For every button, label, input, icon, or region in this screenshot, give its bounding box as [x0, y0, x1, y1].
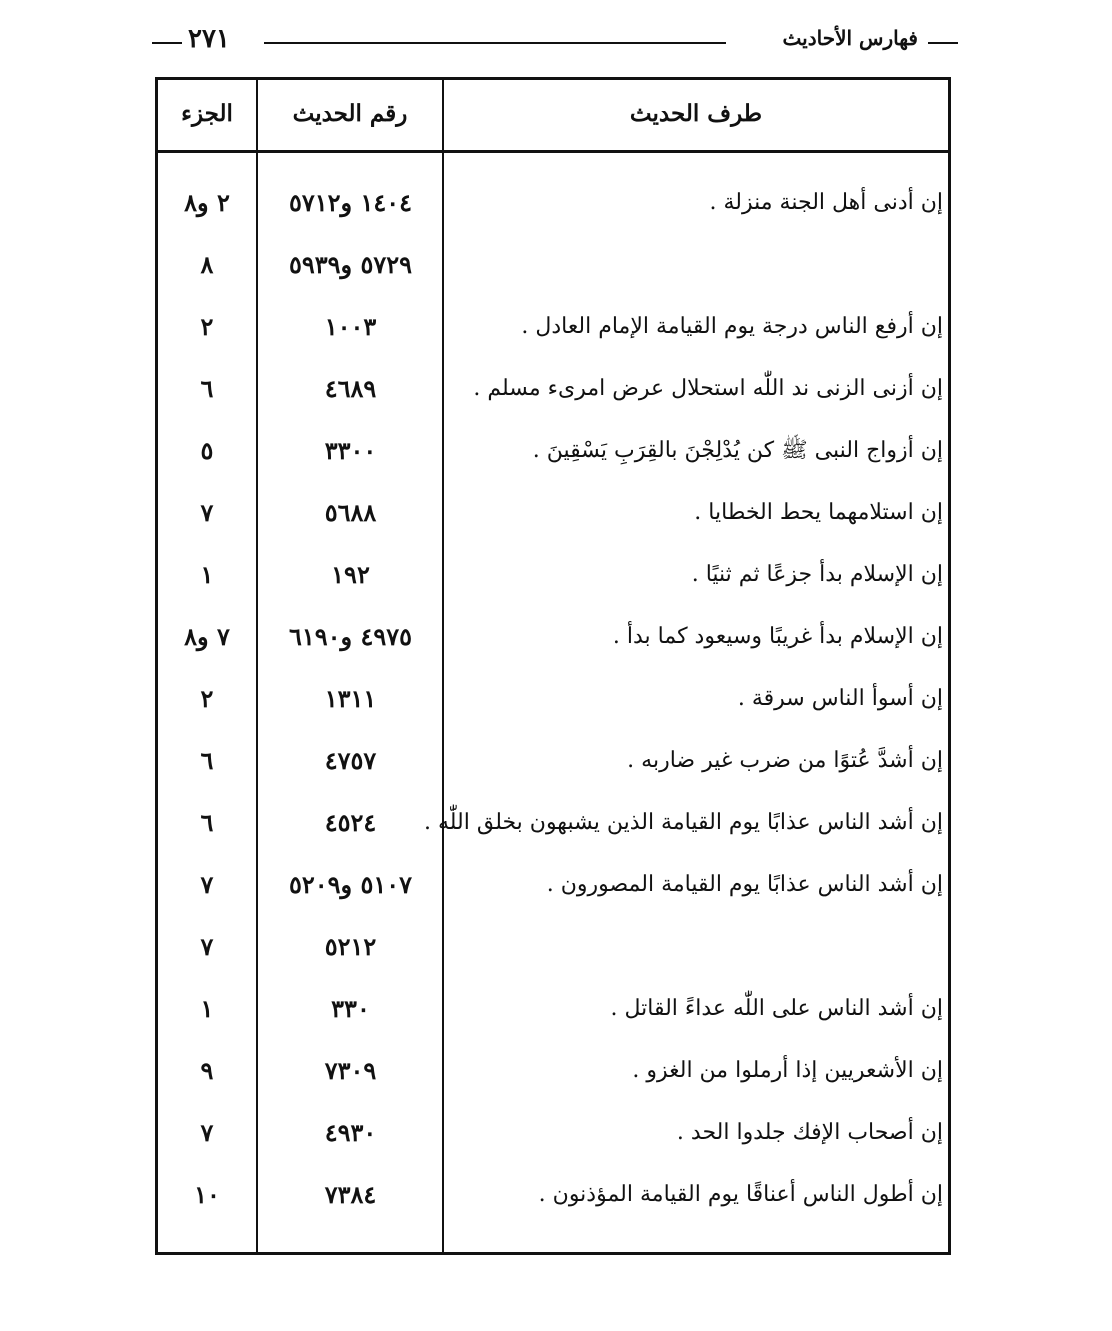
hadith-text: [443, 234, 945, 296]
table-row: [158, 978, 948, 1040]
hadith-text: إن أسوأ الناس سرقة .: [737, 686, 943, 711]
table-row: [158, 668, 948, 730]
hadith-text: إن أشد الناس عذابًا يوم القيامة المصورون .: [546, 872, 943, 897]
hadith-number: ٤٧٥٧: [324, 746, 377, 775]
header-divider: [158, 150, 948, 153]
part-number: ٦: [200, 808, 214, 837]
part-number: ٦: [200, 374, 214, 403]
part-number: ٨: [200, 250, 214, 279]
hadith-number: ٥١٠٧ و٥٢٠٩: [288, 870, 413, 899]
hadith-number: ٥٧٢٩ و٥٩٣٩: [288, 250, 413, 279]
header-rule-left: [152, 42, 182, 44]
hadith-number: ٤٩٧٥ و٦١٩٠: [288, 622, 413, 651]
part-number: ٢: [200, 312, 214, 341]
hadith-text: إن الأشعريين إذا أرملوا من الغزو .: [632, 1058, 943, 1083]
part-number: ١: [200, 994, 214, 1023]
header-rule-right: [928, 42, 958, 44]
hadith-number: ٤٥٢٤: [324, 808, 377, 837]
part-number: ٧ و٨: [184, 622, 230, 651]
hadith-text: إن الإسلام بدأ غريبًا وسيعود كما بدأ .: [612, 624, 943, 649]
hadith-number: ٥٦٨٨: [324, 498, 377, 527]
part-number: ٢ و٨: [184, 188, 230, 217]
hadith-number: ٧٣٠٩: [324, 1056, 377, 1085]
hadith-number: ١٠٠٣: [324, 312, 377, 341]
hadith-number: ٤٦٨٩: [324, 374, 377, 403]
hadith-number: ١٤٠٤ و٥٧١٢: [288, 188, 413, 217]
table-row: [158, 234, 948, 296]
table-row: [158, 1164, 948, 1226]
hadith-text: إن أشدَّ عُتوًا من ضرب غير ضاربه .: [627, 748, 943, 773]
part-number: ٧: [200, 1118, 214, 1147]
table-row: [158, 544, 948, 606]
hadith-text: إن أزنى الزنى ند اللّٰه استحلال عرض امرىء مسلم .: [473, 376, 943, 401]
hadith-text: إن الإسلام بدأ جزعًا ثم ثنيًا .: [691, 562, 943, 587]
part-number: ١٠: [194, 1180, 220, 1209]
part-number: ٦: [200, 746, 214, 775]
hadith-number: ٧٣٨٤: [324, 1180, 377, 1209]
hadith-text: [443, 916, 945, 978]
hadith-text: إن أزواج النبى ﷺ كن يُدْلِجْنَ بالقِرَبِ يَسْقِينَ .: [532, 438, 943, 463]
hadith-index-table: [155, 77, 951, 1255]
page-number: ٢٧١: [180, 24, 238, 54]
header-hadith-number: رقم الحديث: [292, 100, 408, 127]
part-number: ٧: [200, 870, 214, 899]
part-number: ٢: [200, 684, 214, 713]
hadith-text: إن أدنى أهل الجنة منزلة .: [709, 190, 943, 215]
hadith-text: إن أرفع الناس درجة يوم القيامة الإمام العادل .: [521, 314, 943, 339]
table-row: [158, 420, 948, 482]
hadith-text: إن أشد الناس عذابًا يوم القيامة الذين يشبهون بخلق اللّٰه .: [423, 810, 943, 835]
part-number: ٥: [200, 436, 214, 465]
table-row: [158, 854, 948, 916]
hadith-text: إن أشد الناس على اللّٰه عداءً القاتل .: [610, 996, 943, 1021]
table-row: [158, 172, 948, 234]
header-rule-middle: [264, 42, 726, 44]
hadith-number: ٣٣٠٠: [324, 436, 377, 465]
part-number: ٧: [200, 932, 214, 961]
table-row: [158, 792, 948, 854]
part-number: ٩: [200, 1056, 214, 1085]
table-row: [158, 482, 948, 544]
table-row: [158, 730, 948, 792]
hadith-text: إن استلامهما يحط الخطايا .: [694, 500, 943, 525]
hadith-number: ١٣١١: [324, 684, 377, 713]
header-hadith-text: طرف الحديث: [629, 100, 763, 127]
table-row: [158, 296, 948, 358]
hadith-number: ٥٢١٢: [324, 932, 377, 961]
table-row: [158, 1040, 948, 1102]
page-header: [152, 22, 958, 62]
part-number: ١: [200, 560, 214, 589]
hadith-text: إن أصحاب الإفك جلدوا الحد .: [676, 1120, 943, 1145]
table-row: [158, 606, 948, 668]
hadith-number: ٤٩٣٠: [324, 1118, 377, 1147]
part-number: ٧: [200, 498, 214, 527]
hadith-number: ٣٣٠: [331, 994, 370, 1023]
table-row: [158, 1102, 948, 1164]
header-title: فهارس الأحاديث: [773, 26, 928, 50]
table-row: [158, 916, 948, 978]
hadith-number: ١٩٢: [331, 560, 370, 589]
header-part: الجزء: [181, 100, 233, 127]
hadith-text: إن أطول الناس أعناقًا يوم القيامة المؤذنون .: [538, 1182, 943, 1207]
table-row: [158, 358, 948, 420]
